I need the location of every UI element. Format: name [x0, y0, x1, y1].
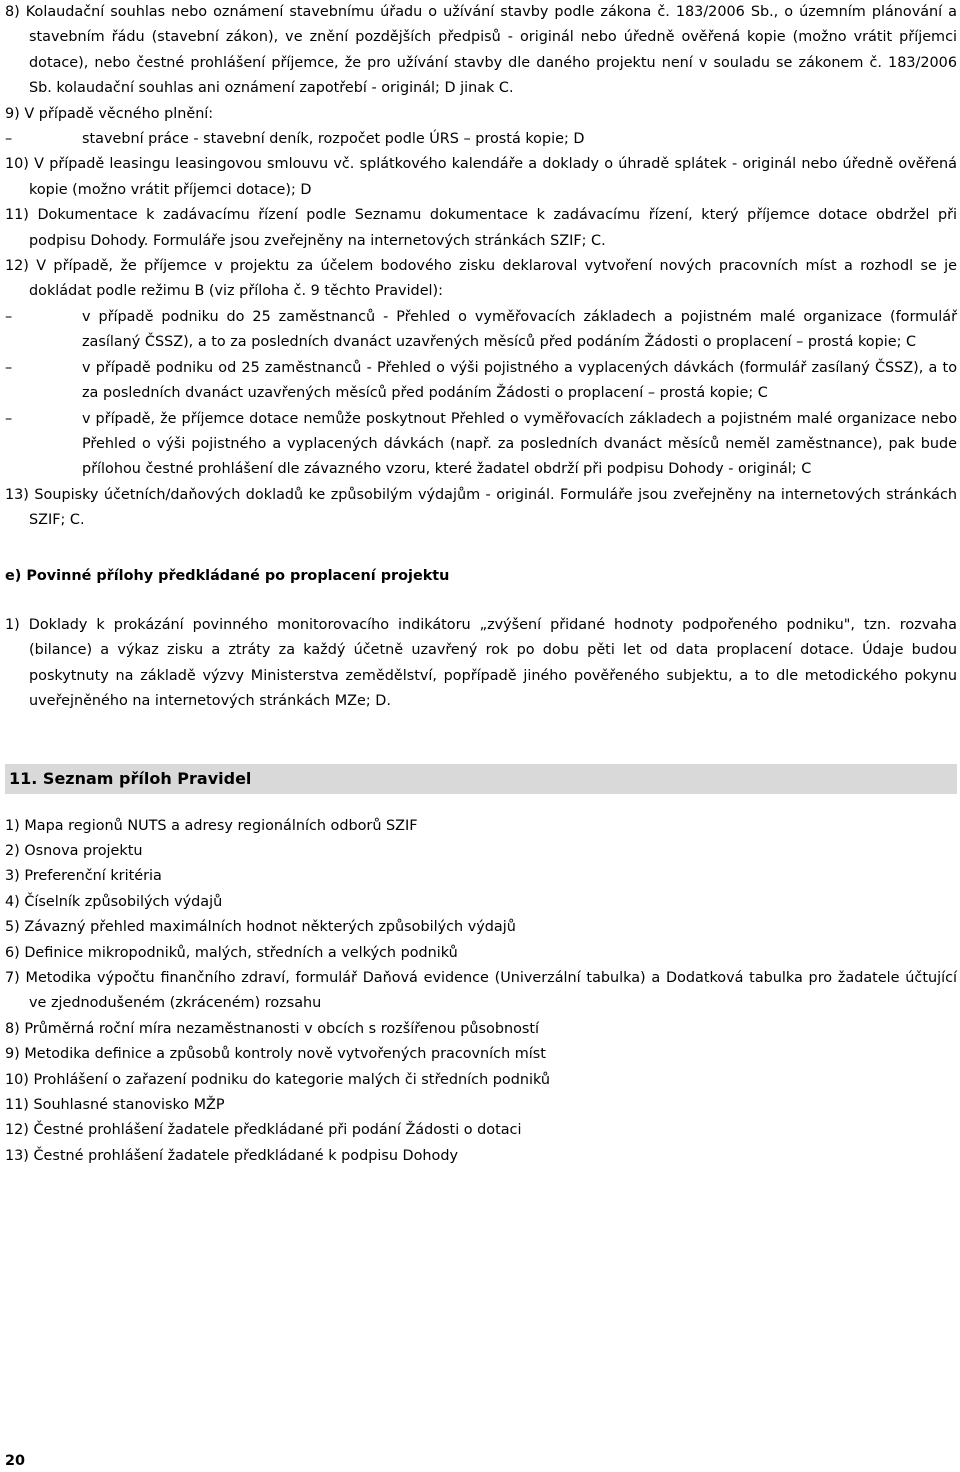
list-item: 12) Čestné prohlášení žadatele předkládané při podání Žádosti o dotaci [5, 1122, 522, 1139]
item-12-dash-3: – v případě, že příjemce dotace nemůže poskytnout Přehled o vyměřovacích základech a pojistném malé organizace nebo Přehled o výši pojistného a vyplacených dávkách (např. za posledních dvanáct měsíců neměl zaměstnance), pak bude přílohou čestné prohlášení dle závazného vzoru, které žadatel obdrží při podpisu Dohody - originál; C [5, 407, 957, 483]
list-item: 8) Průměrná roční míra nezaměstnanosti v obcích s rozšířenou působností [5, 1020, 540, 1037]
section-e-heading: e) Povinné přílohy předkládané po proplacení projektu [5, 567, 450, 584]
item-8: 8) Kolaudační souhlas nebo oznámení stavebnímu úřadu o užívání stavby podle zákona č. 183/2006 Sb., o územním plánování a stavebním řádu (stavební zákon), ve znění pozdějších předpisů - originál nebo úředně ověřená kopie (možno vrátit příjemci dotace), nebo čestné prohlášení příjemce, že pro užívání stavby dle daného projektu není v souladu se zákonem č. 183/2006 Sb. kolaudační souhlas ani oznámení zapotřebí - originál; D jinak C. [5, 4, 957, 97]
list-item: 10) Prohlášení o zařazení podniku do kategorie malých či středních podniků [5, 1071, 550, 1088]
item-10: 10) V případě leasingu leasingovou smlouvu vč. splátkového kalendáře a doklady o úhradě splátek - originál nebo úředně ověřená kopie (možno vrátit příjemci dotace); D [5, 156, 957, 198]
appendix-list [5, 814, 957, 1170]
list-item: 2) Osnova projektu [5, 842, 143, 859]
item-12-dash-2: – v případě podniku od 25 zaměstnanců - Přehled o výši pojistného a vyplacených dávkách (formulář zasílaný ČSSZ), a to za posledních dvanáct uzavřených měsíců před podáním Žádosti o proplacení – prostá kopie; C [5, 356, 957, 407]
item-11: 11) Dokumentace k zadávacímu řízení podle Seznamu dokumentace k zadávacímu řízení, který příjemce dotace obdržel při podpisu Dohody. Formuláře jsou zveřejněny na internetových stránkách SZIF; C. [5, 207, 957, 249]
item-13: 13) Soupisky účetních/daňových dokladů ke způsobilým výdajům - originál. Formuláře jsou zveřejněny na internetových stránkách SZIF; C. [5, 486, 957, 529]
item-9: 9) V případě věcného plnění: [5, 105, 214, 122]
item-12-dash-1: – v případě podniku do 25 zaměstnanců - Přehled o vyměřovacích základech a pojistném malé organizace (formulář zasílaný ČSSZ), a to za posledních dvanáct uzavřených měsíců před podáním Žádosti o proplacení – prostá kopie; C [5, 305, 957, 356]
item-9-dash-1: – stavební práce - stavební deník, rozpočet podle ÚRS – prostá kopie; D [5, 127, 957, 152]
document-page [5, 0, 957, 1169]
list-item: 9) Metodika definice a způsobů kontroly nově vytvořených pracovních míst [5, 1046, 546, 1063]
list-item: 7) Metodika výpočtu finančního zdraví, formulář Daňová evidence (Univerzální tabulka) a Dodatková tabulka pro žadatele účtující ve zjednodušeném (zkráceném) rozsahu [5, 970, 957, 1012]
page-number: 20 [5, 1453, 26, 1469]
chapter-heading: 11. Seznam příloh Pravidel [5, 764, 957, 794]
item-12: 12) V případě, že příjemce v projektu za účelem bodového zisku deklaroval vytvoření nových pracovních míst a rozhodl se je dokládat podle režimu B (viz příloha č. 9 těchto Pravidel): [5, 258, 957, 300]
list-item: 4) Číselník způsobilých výdajů [5, 893, 223, 910]
list-item: 6) Definice mikropodniků, malých, středních a velkých podniků [5, 944, 458, 961]
list-item: 11) Souhlasné stanovisko MŽP [5, 1097, 225, 1114]
list-item: 3) Preferenční kritéria [5, 868, 162, 885]
list-item: 5) Závazný přehled maximálních hodnot některých způsobilých výdajů [5, 919, 516, 936]
section-e-item-1: 1) Doklady k prokázání povinného monitorovacího indikátoru „zvýšení přidané hodnoty podpořeného podniku", tzn. rozvaha (bilance) a výkaz zisku a ztráty za každý účetně uzavřený rok po dobu pěti let od data proplacení dotace. Údaje budou poskytnuty na základě výzvy Ministerstva zemědělství, popřípadě jiného pověřeného subjektu, a to dle metodického pokynu uveřejněného na internetových stránkách MZe; D. [5, 616, 957, 710]
list-item: 13) Čestné prohlášení žadatele předkládané k podpisu Dohody [5, 1147, 459, 1164]
list-item: 1) Mapa regionů NUTS a adresy regionálních odborů SZIF [5, 817, 418, 834]
